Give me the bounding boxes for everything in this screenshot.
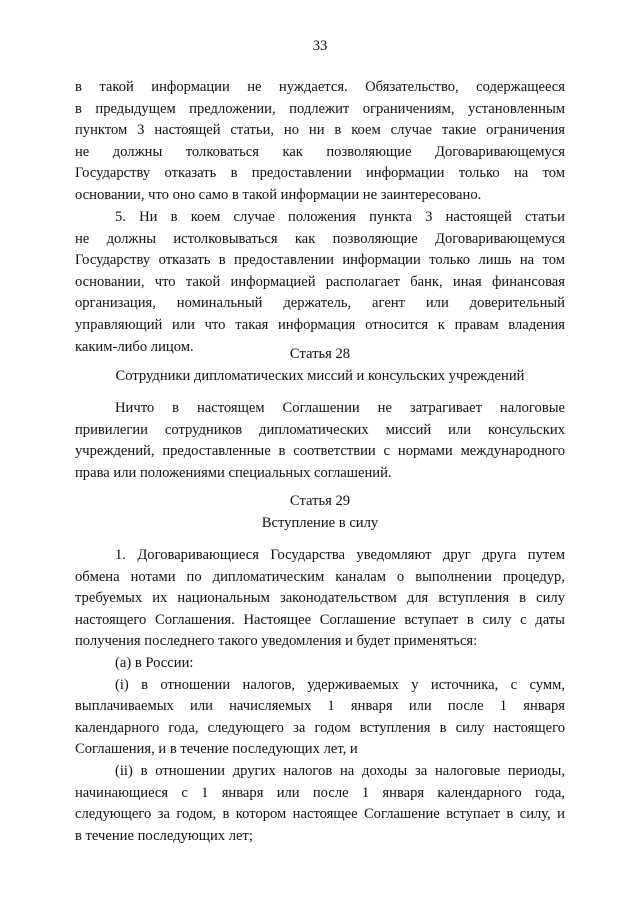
page-number: 33 xyxy=(312,38,328,54)
paragraph-continuation xyxy=(75,77,565,207)
text-line: основании, что оно само в такой информации не заинтересовано. xyxy=(75,186,482,203)
text-line: не должны толковаться как позволяющие Договаривающемуся xyxy=(75,143,565,160)
text-line: 5. Ни в коем случае положения пункта 3 настоящей статьи xyxy=(115,209,565,225)
article-29-point-1 xyxy=(75,545,565,847)
item-ii-line: (ii) в отношении других налогов на доходы за налоговые периоды, xyxy=(115,762,565,779)
text-line: начинающиеся с 1 января или после 1 января календарного года, xyxy=(75,784,565,801)
subpoint-a: (a) в России: xyxy=(115,654,194,671)
text-line: обмена нотами по дипломатическим каналам о выполнении процедур, xyxy=(75,568,565,585)
article-28-heading xyxy=(75,344,565,387)
text-line: календарного года, следующего за годом вступления в силу настоящего xyxy=(75,719,565,736)
text-line: получения последнего такого уведомления и будет применяться: xyxy=(75,633,478,650)
text-line: требуемых их национальным законодательством для вступления в силу xyxy=(75,590,565,607)
text-line: 1. Договаривающиеся Государства уведомляют друг друга путем xyxy=(115,547,565,563)
paragraph-point-5 xyxy=(75,207,565,358)
text-line: Государству отказать в предоставлении информации только лишь на том xyxy=(75,252,565,269)
text-line: основании, что такой информацией располагает банк, иная финансовая xyxy=(75,273,565,290)
article-29-heading xyxy=(75,491,565,534)
text-line: не должны истолковываться как позволяющие Договаривающемуся xyxy=(75,230,565,247)
text-line: права или положениями специальных соглашений. xyxy=(75,464,392,481)
text-line: в такой информации не нуждается. Обязательство, содержащееся xyxy=(75,79,565,95)
text-line: каким-либо лицом. xyxy=(75,338,194,355)
text-line: следующего за годом, в котором настоящее Соглашение вступает в силу, и xyxy=(75,806,565,823)
text-line: Государству отказать в предоставлении информации только на том xyxy=(75,165,565,182)
text-line: в течение последующих лет; xyxy=(75,827,253,844)
text-line: Соглашения, и в течение последующих лет, и xyxy=(75,741,358,758)
text-line: организация, номинальный держатель, агент или доверительный xyxy=(75,295,565,312)
text-line: настоящего Соглашения. Настоящее Соглашение вступает в силу с даты xyxy=(75,611,565,628)
item-i-line: (i) в отношении налогов, удерживаемых у источника, с сумм, xyxy=(115,676,565,693)
article-number: Статья 28 xyxy=(289,346,351,362)
article-28-text xyxy=(75,398,565,484)
text-line: выплачиваемых или начисляемых 1 января или после 1 января xyxy=(75,698,565,715)
text-line: учреждений, предоставленные в соответствии с нормами международного xyxy=(75,443,565,460)
text-line: пунктом 3 настоящей статьи, но ни в коем случае такие ограничения xyxy=(75,122,565,139)
article-title: Вступление в силу xyxy=(261,514,379,531)
text-line: Ничто в настоящем Соглашении не затрагивает налоговые xyxy=(115,400,565,416)
article-number: Статья 29 xyxy=(289,493,351,509)
article-title: Сотрудники дипломатических миссий и консульских учреждений xyxy=(115,367,525,384)
text-line: управляющий или что такая информация относится к правам владения xyxy=(75,316,565,333)
text-line: в предыдущем предложении, подлежит ограничениям, установленным xyxy=(75,100,565,117)
text-line: привилегии сотрудников дипломатических миссий или консульских xyxy=(75,421,565,438)
